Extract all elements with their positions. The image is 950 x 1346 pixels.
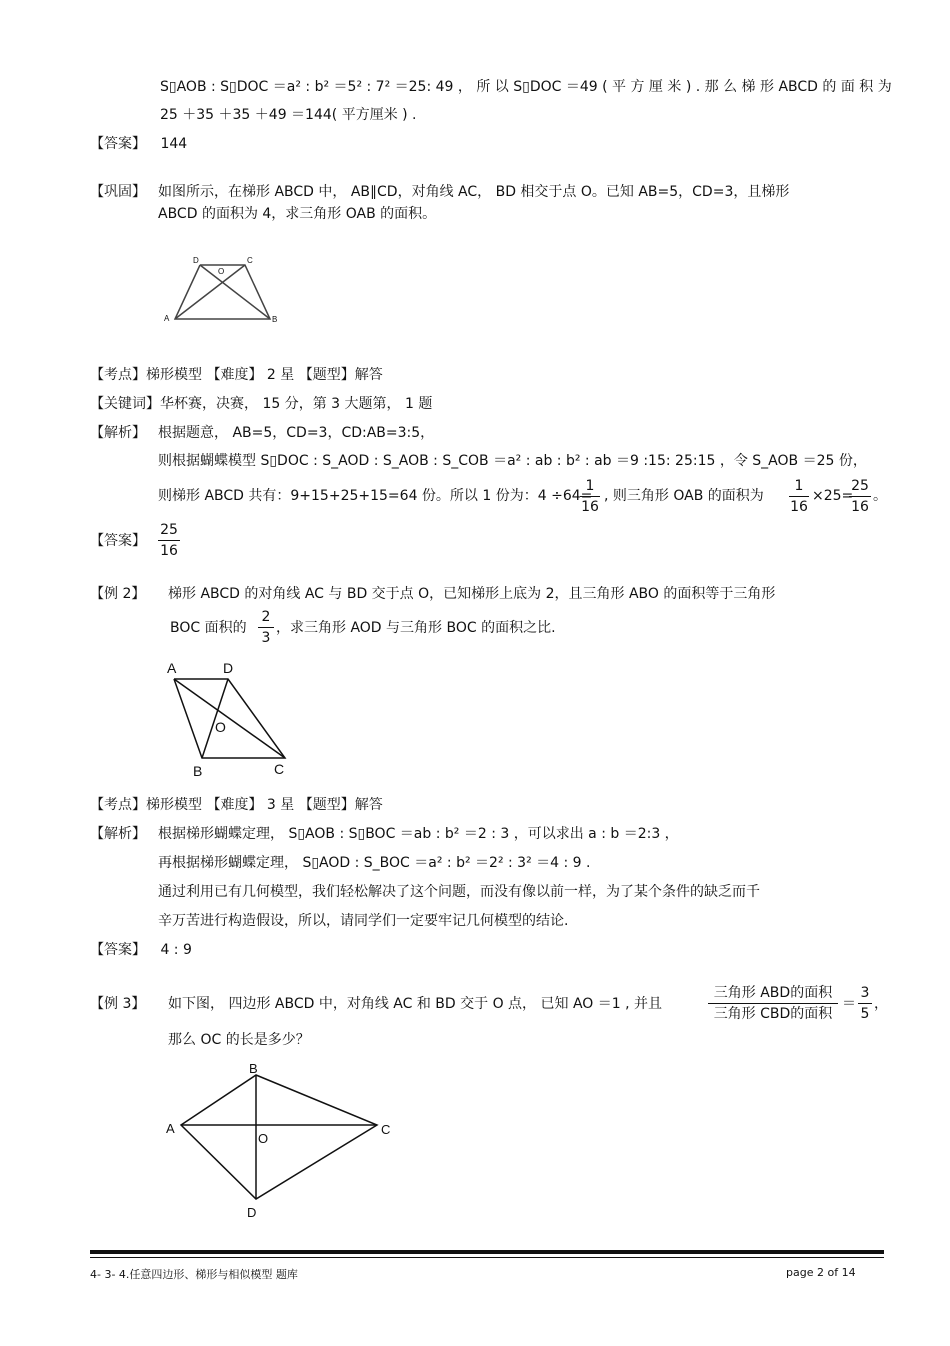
label-c: C bbox=[381, 1122, 391, 1137]
frac-num: 2 bbox=[261, 609, 271, 625]
top-formula-line bbox=[160, 78, 892, 96]
gonggu-jiexi-3d: 。 bbox=[873, 488, 887, 504]
li2-line1: 梯形 ABCD 的对角线 AC 与 BD 交于点 O，已知梯形上底为 2，且三角形 ABO 的面积等于三角形 bbox=[168, 586, 776, 602]
gonggu-line1: 如图所示，在梯形 ABCD 中， AB∥CD，对角线 AC， BD 相交于点 O。已知 AB=5，CD=3，且梯形 bbox=[158, 184, 790, 200]
li2-line2a: BOC 面积的 bbox=[170, 620, 247, 636]
answer-label: 【答案】 bbox=[90, 136, 146, 152]
diagonal-ac bbox=[174, 679, 285, 758]
label-a: A bbox=[167, 660, 177, 676]
li2-jiexi-4: 辛万苦进行构造假设，所以，请同学们一定要牢记几何模型的结论. bbox=[158, 913, 569, 929]
frac-den: 5 bbox=[860, 1006, 870, 1022]
gonggu-kaodian: 【考点】梯形模型 【难度】 2 星 【题型】解答 bbox=[90, 367, 383, 383]
frac-num: 1 bbox=[794, 478, 804, 494]
footer-page-number: page 2 of 14 bbox=[786, 1266, 856, 1279]
frac-num: 25 bbox=[160, 522, 178, 538]
frac-den: 16 bbox=[851, 499, 869, 515]
gonggu-answer-label: 【答案】 bbox=[90, 533, 146, 549]
answer-label: 【答案】 bbox=[90, 942, 146, 958]
frac-den: 16 bbox=[160, 543, 178, 559]
li2-jiexi-1: 根据梯形蝴蝶定理， S▯AOB : S▯BOC ＝ab : b² ＝2 : 3 ，可以求出 a : b ＝2:3 ， bbox=[158, 826, 679, 842]
label-a: A bbox=[166, 1121, 175, 1136]
frac-den: 3 bbox=[261, 630, 271, 646]
li2-kaodian: 【考点】梯形模型 【难度】 3 星 【题型】解答 bbox=[90, 797, 383, 813]
label-d: D bbox=[247, 1205, 257, 1220]
gonggu-jiexi-3a: 则梯形 ABCD 共有：9+15+25+15=64 份。所以 1 份为：4 ÷64= bbox=[158, 488, 593, 504]
footer-rule-thick bbox=[90, 1250, 884, 1254]
li3-line2: 那么 OC 的长是多少？ bbox=[168, 1032, 310, 1048]
fraction-2-3 bbox=[258, 609, 274, 646]
li2-jiexi-3: 通过利用已有几何模型，我们轻松解决了这个问题，而没有像以前一样，为了某个条件的缺乏而千 bbox=[158, 884, 760, 900]
li2-line2b: ，求三角形 AOD 与三角形 BOC 的面积之比. bbox=[276, 620, 556, 636]
li2-answer bbox=[90, 941, 192, 959]
top-formula: S▯AOB : S▯DOC ＝a² : b² ＝5² : 7² ＝25: 49 ， bbox=[160, 79, 472, 95]
label-b: B bbox=[272, 315, 278, 324]
frac-den: 三角形 CBD的面积 bbox=[713, 1006, 833, 1022]
quadrilateral-outline bbox=[181, 1075, 377, 1199]
footer-rule-thin bbox=[90, 1257, 884, 1258]
frac-num: 三角形 ABD的面积 bbox=[713, 985, 833, 1001]
gonggu-jiexi-3b: , 则三角形 OAB 的面积为 bbox=[604, 488, 764, 504]
gonggu-line2: ABCD 的面积为 4，求三角形 OAB 的面积。 bbox=[158, 206, 437, 222]
gonggu-jiexi-1: 根据题意， AB=5，CD=3，CD:AB=3:5， bbox=[158, 425, 435, 441]
gonggu-answer-fraction bbox=[158, 522, 180, 559]
label-d: D bbox=[193, 256, 199, 265]
fraction-3-5 bbox=[858, 985, 872, 1022]
gonggu-jiexi-label: 【解析】 bbox=[90, 425, 146, 441]
frac-den: 16 bbox=[790, 499, 808, 515]
li2-jiexi-label: 【解析】 bbox=[90, 826, 146, 842]
quadrilateral-figure bbox=[160, 1058, 400, 1223]
label-b: B bbox=[193, 763, 203, 779]
li3-eq: ＝ bbox=[842, 996, 856, 1012]
frac-num: 25 bbox=[851, 478, 869, 494]
trapezoid-figure-2 bbox=[160, 655, 300, 780]
answer-value: 4 : 9 bbox=[160, 942, 192, 958]
label-o: O bbox=[215, 719, 226, 735]
li3-label: 【例 3】 bbox=[90, 996, 146, 1012]
label-d: D bbox=[223, 660, 234, 676]
top-formula-tail: 所 以 S▯DOC ＝49 ( 平 方 厘 米 ) . 那 么 梯 形 ABCD 的 面 积 为 bbox=[476, 79, 892, 95]
li2-label: 【例 2】 bbox=[90, 586, 146, 602]
label-b: B bbox=[249, 1061, 258, 1076]
gonggu-keywords: 【关键词】华杯赛，决赛， 15 分，第 3 大题第， 1 题 bbox=[90, 396, 433, 412]
li3-line1: 如下图， 四边形 ABCD 中，对角线 AC 和 BD 交于 O 点， 已知 AO ＝1 , 并且 bbox=[168, 996, 663, 1012]
label-a: A bbox=[164, 314, 170, 323]
trapezoid-figure-1 bbox=[160, 252, 290, 332]
frac-num: 3 bbox=[860, 985, 870, 1001]
fraction-1-16-b bbox=[789, 478, 809, 515]
label-o: O bbox=[218, 267, 225, 276]
answer-value: 144 bbox=[160, 136, 188, 152]
label-o: O bbox=[258, 1131, 269, 1146]
top-answer bbox=[90, 135, 187, 153]
area-ratio-fraction bbox=[708, 985, 838, 1022]
frac-num: 1 bbox=[585, 478, 595, 494]
li3-comma: ， bbox=[874, 996, 888, 1012]
gonggu-label: 【巩固】 bbox=[90, 184, 146, 200]
li2-jiexi-2: 再根据梯形蝴蝶定理， S▯AOD : S_BOC ＝a² : b² ＝2² : 3² ＝4 : 9 . bbox=[158, 855, 591, 871]
label-c: C bbox=[274, 761, 285, 777]
frac-den: 16 bbox=[581, 499, 599, 515]
top-sum-line: 25 ＋35 ＋35 ＋49 ＝144( 平方厘米 ) . bbox=[160, 107, 417, 123]
gonggu-jiexi-2: 则根据蝴蝶模型 S▯DOC : S_AOD : S_AOB : S_COB ＝a² : ab : b² : ab ＝9 :15: 25:15 ，令 S_AOB ＝25 份， bbox=[158, 453, 867, 469]
gonggu-jiexi-3c: ×25= bbox=[812, 488, 854, 504]
label-c: C bbox=[247, 256, 253, 265]
fraction-25-16 bbox=[849, 478, 871, 515]
fraction-1-16 bbox=[580, 478, 600, 515]
footer-left: 4- 3- 4.任意四边形、梯形与相似模型 题库 bbox=[90, 1268, 298, 1281]
